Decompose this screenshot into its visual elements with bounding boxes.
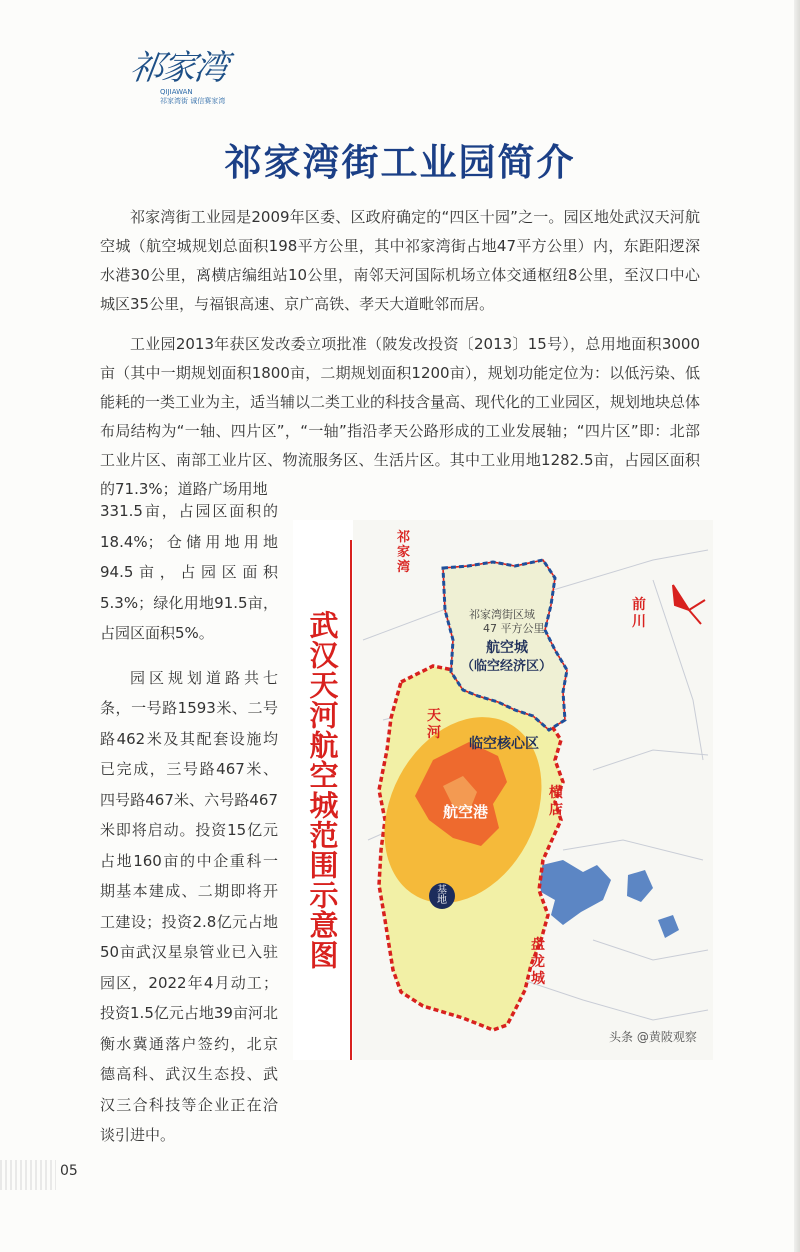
roads-investment-paragraph: 园区规划道路共七条，一号路1593米、二号路462米及其配套设施均已完成，三号路467米、四号路467米、六号路467米即将启动。投资15亿元占地160亩的中企重科一期基本建成、二期即将开工建设；投资2.8亿元占地50亩武汉星泉管业已入驻园区，2022年4月动工；投资1.5亿元占地39亩河北衡水冀通落户签约，北京德高科、武汉生态投、武汉三合科技等企业正在洽谈引进中。 bbox=[100, 668, 278, 1144]
corner-pattern bbox=[0, 1160, 56, 1190]
map-label-hengdian: 横店 bbox=[549, 785, 563, 818]
side-text-column bbox=[100, 496, 278, 1151]
map-label-base: 基地 bbox=[437, 885, 447, 906]
map-label-airport-zone: （临空经济区） bbox=[461, 659, 553, 674]
map-label-tianhe: 天河 bbox=[427, 708, 441, 741]
page-number: 05 bbox=[60, 1163, 78, 1179]
map-label-qijiawan: 祁家湾 bbox=[397, 530, 411, 575]
map-label-aviation-city: 航空城 bbox=[486, 640, 528, 656]
map-watermark: 头条 @黄陂观察 bbox=[609, 1030, 697, 1044]
logo-subtitle-line2: 祁家湾街 诚信赛家湾 bbox=[160, 97, 226, 105]
land-use-paragraph: 331.5亩，占园区面积的18.4%；仓储用地用地94.5亩，占园区面积5.3%；绿化用地91.5亩，占园区面积5%。 bbox=[100, 502, 278, 642]
map-label-airport: 航空港 bbox=[443, 803, 489, 821]
logo bbox=[127, 48, 230, 108]
map-label-region-line2: 47 平方公里 bbox=[483, 622, 545, 635]
aviation-city-map bbox=[293, 520, 713, 1060]
planning-paragraph: 工业园2013年获区发改委立项批准（陂发改投资〔2013〕15号），总用地面积3000亩（其中一期规划面积1800亩，二期规划面积1200亩），规划功能定位为：以低污染、低能耗的一类工业为主，适当辅以二类工业的科技含量高、现代化的工业园区，规划地块总体布局结构为“一轴、四片区”，“一轴”指沿孝天公路形成的工业发展轴；“四片区”即：北部工业片区、南部工业片区、物流服务区、生活片区。其中工业用地1282.5亩，占园区面积的71.3%；道路广场用地 bbox=[100, 335, 701, 498]
intro-paragraph: 祁家湾街工业园是2009年区委、区政府确定的“四区十园”之一。园区地处武汉天河航空城（航空城规划总面积198平方公里，其中祁家湾街占地47平方公里）内，东距阳逻深水港30公里，离横店编组站10公里，南邻天河国际机场立体交通枢纽8公里，至汉口中心城区35公里，与福银高速、京广高铁、孝天大道毗邻而居。 bbox=[100, 208, 700, 313]
map-title: 武汉天河航空城范围示意图 bbox=[305, 610, 340, 970]
logo-subtitle-line1: QIJIAWAN bbox=[160, 88, 193, 96]
map-label-region-line1: 祁家湾街区域 bbox=[469, 608, 535, 621]
map-label-core-zone: 临空核心区 bbox=[469, 736, 539, 752]
map-canvas bbox=[293, 520, 713, 1060]
logo-script: 祁家湾 bbox=[127, 48, 229, 88]
map-label-qianchuan: 前川 bbox=[632, 597, 646, 630]
map-label-panlong: 盘龙城 bbox=[531, 937, 545, 987]
page-title: 祁家湾街工业园简介 bbox=[224, 141, 576, 184]
page-edge bbox=[794, 0, 800, 1252]
